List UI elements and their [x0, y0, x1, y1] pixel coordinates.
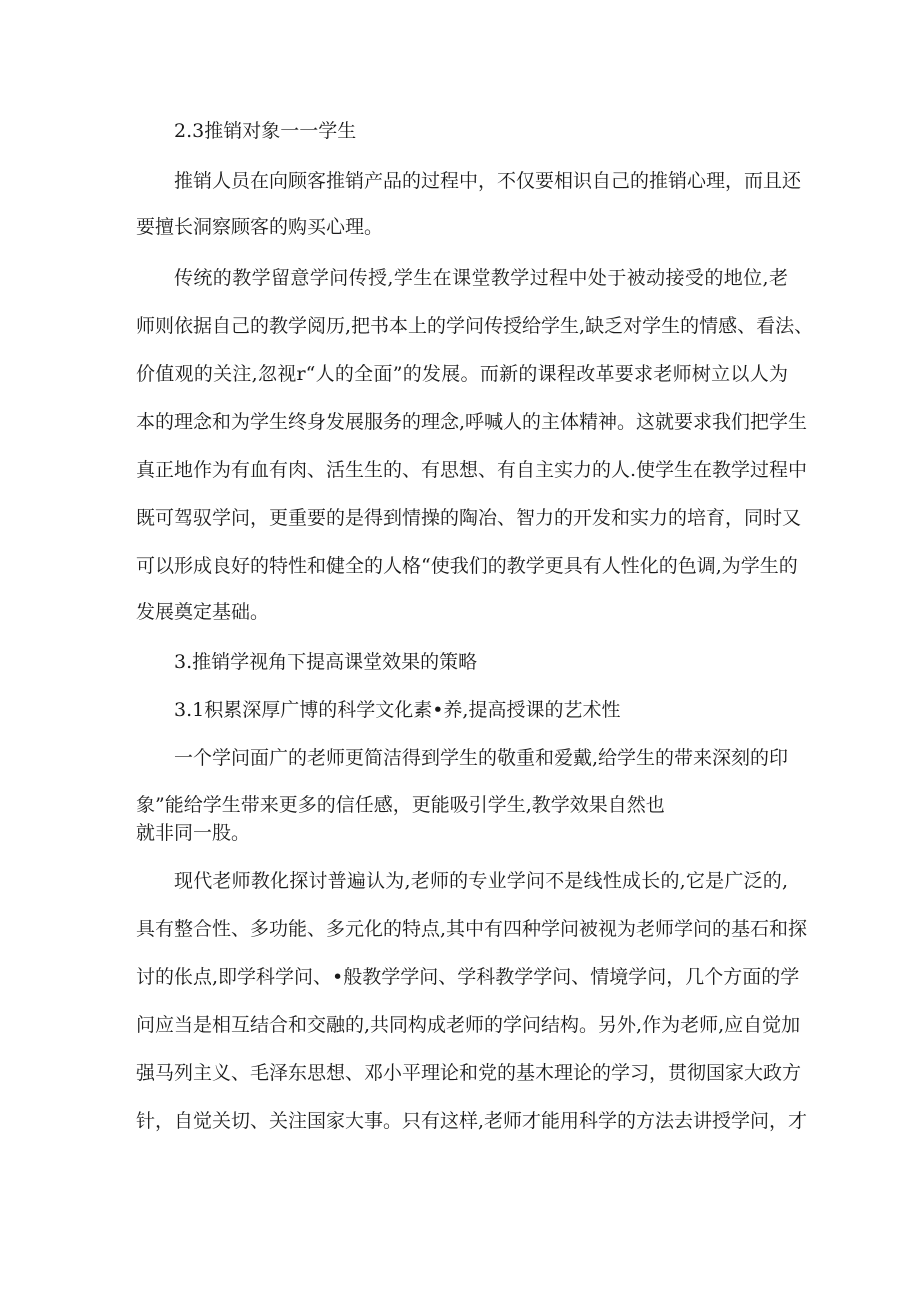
paragraph-line: 推销人员在向顾客推销产品的过程中，不仅要相识自己的推销心理，而且还 [174, 170, 802, 192]
paragraph-line: 本的理念和为学生终身发展服务的理念,呼喊人的主体精神。这就要求我们把学生 [136, 411, 808, 433]
section-heading-3-1: 3.1积累深厚广博的科学文化素•养,提高授课的艺术性 [174, 699, 621, 721]
paragraph-line: 师则依据自己的教学阅历,把书本上的学问传授给学生,缺乏对学生的情感、看法、 [136, 315, 814, 337]
section-heading-2-3: 2.3推销对象一一学生 [174, 120, 357, 142]
paragraph-line: 针，自觉关切、关注国家大事。只有这样,老师才能用科学的方法去讲授学问，才 [136, 1110, 808, 1132]
paragraph-line: 就非同一股。 [136, 822, 251, 844]
paragraph-line: 问应当是相互结合和交融的,共同构成老师的学问结构。另外,作为老师,应自觉加 [136, 1014, 801, 1036]
paragraph-line: 具有整合性、多功能、多元化的特点,其中有四种学问被视为老师学问的基石和探 [136, 918, 808, 940]
paragraph-line: 一个学问面广的老师更简洁得到学生的敬重和爱戴,给学生的带来深刻的印 [174, 747, 789, 769]
paragraph-line: 价值观的关注,忽视r“人的全面”的发展。而新的课程改革要求老师树立以人为 [136, 363, 788, 385]
section-heading-3: 3.推销学视角下提高课堂效果的策略 [174, 651, 478, 673]
paragraph-line: 既可驾驭学问，更重要的是得到情操的陶冶、智力的开发和实力的培育，同时又 [136, 507, 802, 529]
paragraph-line: 现代老师教化探讨普遍认为,老师的专业学问不是线性成长的,它是广泛的, [174, 870, 788, 892]
paragraph-line: 可以形成良好的特性和健全的人格“使我们的教学更具有人性化的色调,为学生的 [136, 555, 798, 577]
paragraph-line: 讨的伥点,即学科学问、•般教学学问、学科教学学问、情境学问，几个方面的学 [136, 966, 800, 988]
paragraph-line: 要擅长洞察顾客的购买心理。 [136, 216, 384, 238]
paragraph-line: 传统的教学留意学问传授,学生在课堂教学过程中处于被动接受的地位,老 [174, 267, 788, 289]
paragraph-line: 发展奠定基础。 [136, 601, 270, 623]
paragraph-line: 强马列主义、毛泽东思想、邓小平理论和党的基木理论的学习，贯彻国家大政方 [136, 1062, 802, 1084]
paragraph-line: 象”能给学生带来更多的信任感，更能吸引学生,教学效果自然也 [136, 794, 665, 816]
paragraph-line: 真正地作为有血有肉、活生生的、有思想、有自主实力的人.使学生在教学过程中 [136, 459, 808, 481]
